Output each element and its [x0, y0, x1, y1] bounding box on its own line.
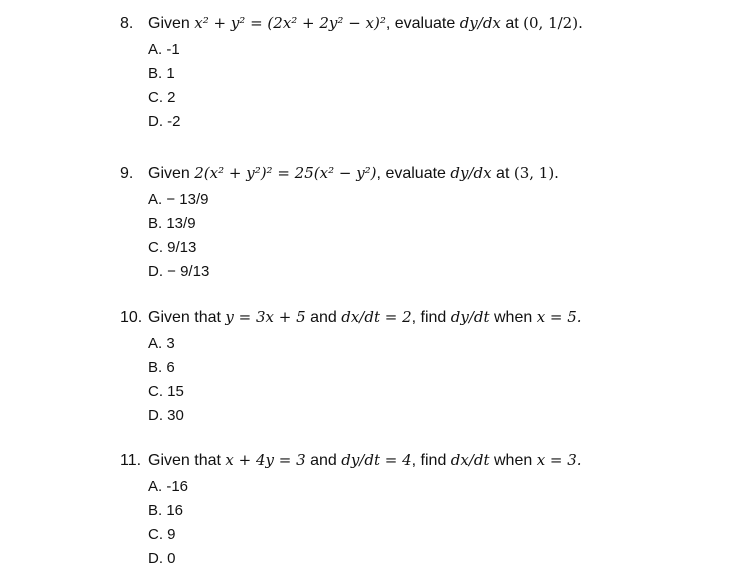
rate: dx/dt = 2	[341, 308, 412, 326]
option-c[interactable]: C. 15	[148, 383, 184, 400]
rate: dy/dt = 4	[341, 451, 412, 469]
question-number: 8.	[120, 15, 134, 32]
option-b[interactable]: B. 6	[148, 359, 175, 376]
option-c[interactable]: C. 2	[148, 89, 176, 106]
equation: 2(x² + y²)² = 25(x² − y²)	[194, 164, 377, 182]
option-a[interactable]: A. − 13/9	[148, 191, 209, 208]
option-a[interactable]: A. 3	[148, 335, 175, 352]
question-stem: 10. Given that y = 3x + 5 and dx/dt = 2, find dy/dt when x = 5.	[120, 306, 720, 332]
condition: x = 5.	[536, 308, 582, 326]
option-a[interactable]: A. -16	[148, 478, 189, 495]
question-number: 9.	[120, 165, 134, 182]
question-stem: 9. Given 2(x² + y²)² = 25(x² − y²), evaluate dy/dx at (3, 1).	[120, 162, 720, 188]
question-11	[120, 449, 720, 571]
equation: x + 4y = 3	[225, 451, 306, 469]
target-rate: dy/dt	[450, 308, 490, 326]
question-8	[120, 12, 720, 134]
option-c[interactable]: C. 9/13	[148, 239, 197, 256]
option-d[interactable]: D. 0	[148, 550, 176, 567]
derivative: dy/dx	[450, 164, 492, 182]
option-d[interactable]: D. 30	[148, 407, 184, 424]
option-b[interactable]: B. 16	[148, 502, 184, 519]
option-b[interactable]: B. 1	[148, 65, 175, 82]
option-b[interactable]: B. 13/9	[148, 215, 196, 232]
question-number: 10.	[120, 309, 143, 326]
question-number: 11.	[120, 452, 142, 469]
question-stem: 11. Given that x + 4y = 3 and dy/dt = 4, find dx/dt when x = 3.	[120, 449, 720, 475]
point: (0, 1/2).	[523, 14, 583, 32]
derivative: dy/dx	[459, 14, 501, 32]
question-stem: 8. Given x² + y² = (2x² + 2y² − x)², evaluate dy/dx at (0, 1/2).	[120, 12, 720, 38]
target-rate: dx/dt	[450, 451, 490, 469]
option-d[interactable]: D. − 9/13	[148, 263, 210, 280]
option-c[interactable]: C. 9	[148, 526, 176, 543]
question-10	[120, 306, 720, 428]
equation: y = 3x + 5	[225, 308, 306, 326]
question-9	[120, 162, 720, 284]
point: (3, 1).	[513, 164, 559, 182]
condition: x = 3.	[536, 451, 582, 469]
equation: x² + y² = (2x² + 2y² − x)²	[194, 14, 386, 32]
option-d[interactable]: D. -2	[148, 113, 181, 130]
option-a[interactable]: A. -1	[148, 41, 180, 58]
